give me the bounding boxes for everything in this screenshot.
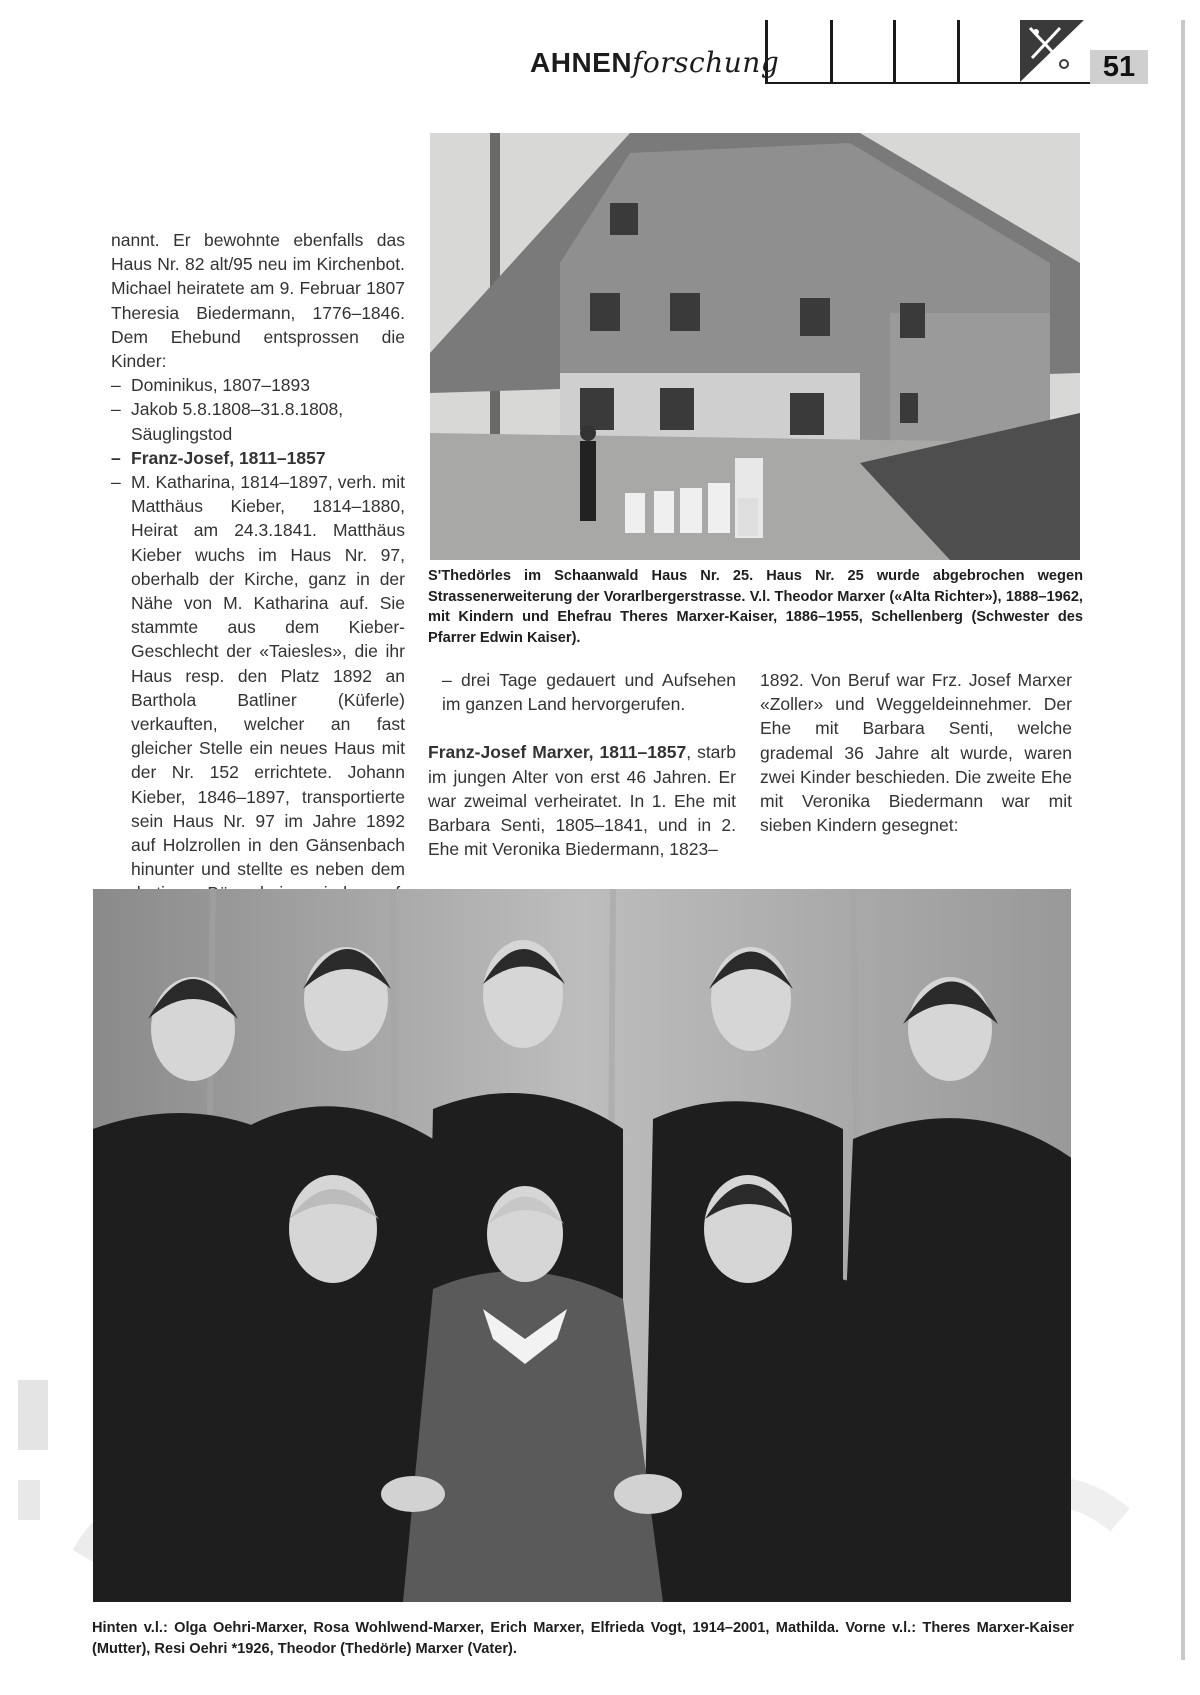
children-list <box>111 373 405 954</box>
middle-paragraph-2-text: , starb im jungen Alter von erst 46 Jahren. Er war zweimal verheiratet. In 1. Ehe mit Barbara Senti, 1805–1841, und in 2. Ehe mit Veronika Biedermann, 1823– <box>428 742 736 860</box>
family-photo-image <box>93 889 1071 1602</box>
header-tab-divider <box>893 20 896 82</box>
middle-paragraph-2 <box>428 740 736 861</box>
header-title-script: forschung <box>632 46 780 79</box>
header-title <box>530 46 779 79</box>
header-tab-divider <box>830 20 833 82</box>
top-photo-caption: S'Thedörles im Schaanwald Haus Nr. 25. Haus Nr. 25 wurde abgebrochen wegen Strassenerweiterung der Vorarlbergerstrasse. V.l. Theodor Marxer («Alta Richter»), 1888–1962, mit Kindern und Ehefrau Theres Marxer-Kaiser, 1886–1955, Schellenberg (Schwester des Pfarrer Edwin Kaiser). <box>428 568 1083 646</box>
right-column <box>760 668 1072 837</box>
list-item: – M. Katharina, 1814–1897, verh. mit Matthäus Kieber, 1814–1880, Heirat am 24.3.1841. Matthäus Kieber wuchs im Haus Nr. 97, oberhalb der Kirche, ganz in der Nähe von M. Katharina auf. Sie stammte aus dem Kieber-Geschlecht der «Taiesles», die ihr Haus resp. den Platz 1892 an Barthola Batliner (Küferle) verkauften, welcher an fast gleicher Stelle ein neues Haus mit der Nr. 152 errichtete. Johann Kieber, 1846–1897, transportierte sein Haus Nr. 97 im Jahre 1892 auf Holzrollen in den Gänsenbach hinunter und stellte es neben dem <box>111 470 405 954</box>
list-item: – Dominikus, 1807–1893 <box>111 373 405 397</box>
left-column <box>111 228 405 954</box>
page-number: 51 <box>1090 50 1148 84</box>
family-photo <box>93 889 1071 1602</box>
header-tab-divider <box>957 20 960 82</box>
page-edge-bar <box>1181 20 1185 1660</box>
right-paragraph-1: 1892. Von Beruf war Frz. Josef Marxer «Zoller» und Weggeldeinnehmer. Der Ehe mit Barbara Senti, welche grademal 36 Jahre alt wurde, waren zwei Kinder beschieden. Die zweite Ehe mit Veronika Biedermann war mit sieben Kindern gesegnet: <box>760 670 1072 836</box>
header-tab-divider <box>765 20 768 82</box>
list-item: – Jakob 5.8.1808–31.8.1808, Säuglingstod <box>111 397 405 445</box>
header-rule <box>765 82 1145 84</box>
list-item: – Franz-Josef, 1811–1857 <box>111 446 405 470</box>
left-intro-paragraph: nannt. Er bewohnte ebenfalls das Haus Nr. 82 alt/95 neu im Kirchenbot. Michael heiratete am 9. Februar 1807 Theresia Biedermann, 1776–1846. Dem Ehebund entsprossen die Kinder: <box>111 230 405 372</box>
house-photo-image <box>430 133 1080 560</box>
crossed-keys-icon <box>1020 20 1084 82</box>
house-photo <box>430 133 1080 560</box>
crossed-keys-logo <box>1020 20 1084 82</box>
header-title-caps: AHNEN <box>530 47 633 78</box>
franz-josef-heading: Franz-Josef Marxer, 1811–1857 <box>428 742 687 763</box>
middle-column <box>428 668 736 861</box>
bottom-photo-caption: Hinten v.l.: Olga Oehri-Marxer, Rosa Wohlwend-Marxer, Erich Marxer, Elfrieda Vogt, 1914–2001, Mathilda. Vorne v.l.: Theres Marxer-Kaiser (Mutter), Resi Oehri *1926, Theodor (Thedörle) Marxer (Vater). <box>92 1620 1074 1657</box>
middle-paragraph-1: – drei Tage gedauert und Aufsehen im ganzen Land hervorgerufen. <box>442 670 736 715</box>
